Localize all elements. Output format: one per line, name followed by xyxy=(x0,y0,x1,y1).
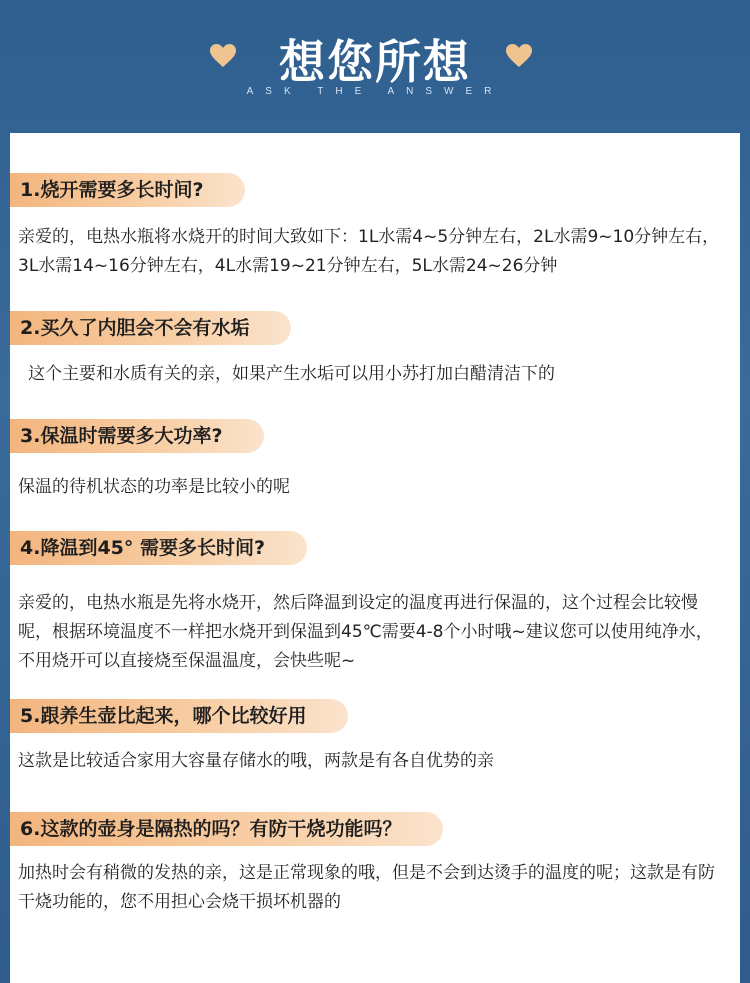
faq-answer-5: 这款是比较适合家用大容量存储水的哦，两款是有各自优势的亲 xyxy=(18,751,494,771)
faq-question-4: 4.降温到45° 需要多长时间? xyxy=(10,531,307,565)
page-subtitle: ASK THE ANSWER xyxy=(246,86,504,97)
heart-icon xyxy=(506,44,532,68)
faq-question-1: 1.烧开需要多长时间? xyxy=(10,173,245,207)
faq-answer-2: 这个主要和水质有关的亲，如果产生水垢可以用小苏打加白醋清洁下的 xyxy=(28,364,555,384)
faq-answer-1: 亲爱的，电热水瓶将水烧开的时间大致如下：1L水需4~5分钟左右，2L水需9~10分钟左右，3L水需14~16分钟左右，4L水需19~21分钟左右，5L水需24~26分钟 xyxy=(18,227,720,276)
faq-question-2: 2.买久了内胆会不会有水垢 xyxy=(10,311,291,345)
faq-question-3: 3.保温时需要多大功率? xyxy=(10,419,264,453)
faq-card xyxy=(10,133,740,983)
page-title: 想您所想 xyxy=(279,35,471,89)
faq-answer-4: 亲爱的，电热水瓶是先将水烧开，然后降温到设定的温度再进行保温的，这个过程会比较慢呢，根据环境温度不一样把水烧开到保温到45℃需要4-8个小时哦~建议您可以使用纯净水，不用烧开可以直接烧至保温温度，会快些呢~ xyxy=(18,593,713,671)
faq-answer-6: 加热时会有稍微的发热的亲，这是正常现象的哦，但是不会到达烫手的温度的呢；这款是有防干烧功能的，您不用担心会烧干损坏机器的 xyxy=(18,863,715,912)
faq-question-5: 5.跟养生壶比起来，哪个比较好用 xyxy=(10,699,348,733)
faq-question-6: 6.这款的壶身是隔热的吗？有防干烧功能吗？ xyxy=(10,812,443,846)
faq-answer-3: 保温的待机状态的功率是比较小的呢 xyxy=(18,477,290,497)
header-banner xyxy=(0,0,750,135)
